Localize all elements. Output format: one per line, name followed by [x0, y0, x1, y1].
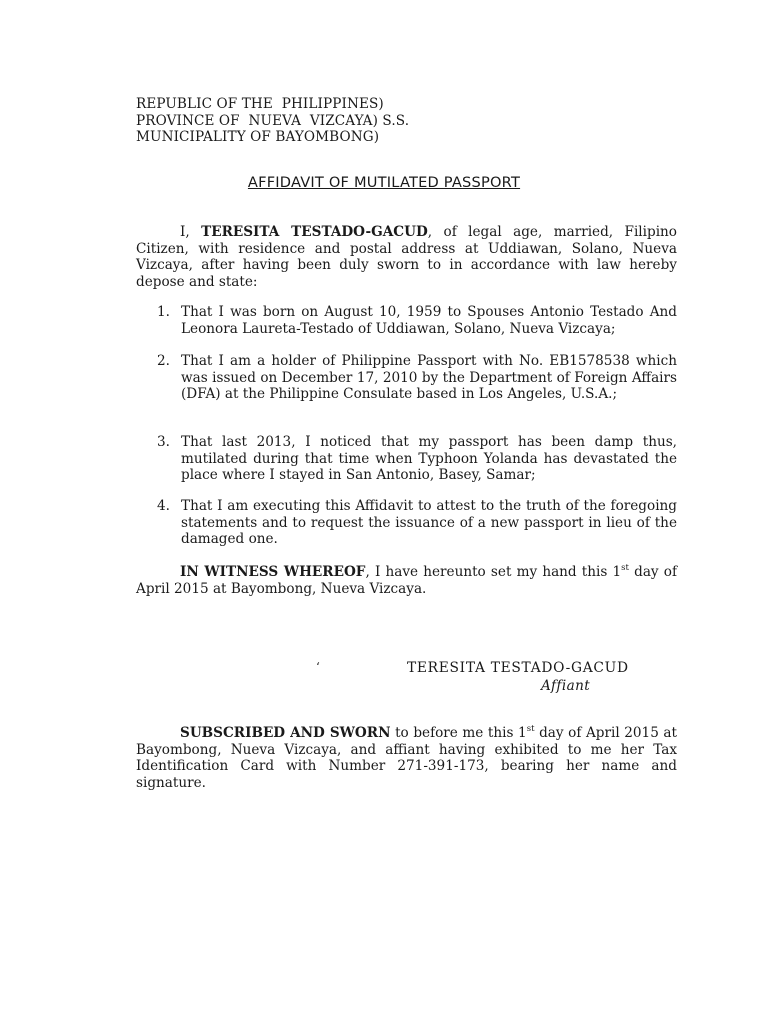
venue-block	[136, 96, 409, 146]
subscribed-text-1: to before me this 1	[390, 725, 527, 741]
intro-prefix: I,	[180, 224, 202, 240]
venue-line-republic: REPUBLIC OF THE PHILIPPINES)	[136, 96, 384, 112]
list-item-text: That I am a holder of Philippine Passport with No. EB1578538 which was issued on December 17, 2010 by the Department of Foreign Affairs (DFA) at the Philippine Consulate based in Los Angeles, U.S.A.;	[181, 353, 677, 403]
affiant-name-intro: TERESITA TESTADO-GACUD	[201, 224, 428, 240]
list-item	[136, 498, 677, 548]
list-item-number: 4.	[157, 498, 170, 514]
list-item	[136, 434, 677, 484]
venue-line-province: PROVINCE OF NUEVA VIZCAYA) S.S.	[136, 112, 410, 129]
subscribed-text-2: day of April 2015 at Bayombong, Nueva Vizcaya, and affiant having exhibited to me her Tax Identification Card with Number 271-391-173, bearing her name and signature.	[136, 725, 678, 791]
document-title: AFFIDAVIT OF MUTILATED PASSPORT	[247, 174, 521, 191]
witness-ordinal: st	[621, 563, 629, 573]
list-item-number: 1.	[157, 304, 170, 320]
witness-paragraph	[136, 564, 677, 597]
list-item-text: That I was born on August 10, 1959 to Spouses Antonio Testado And Leonora Laureta-Testado of Uddiawan, Solano, Nueva Vizcaya;	[181, 304, 677, 337]
witness-text-1: , I have hereunto set my hand this 1	[365, 564, 622, 580]
statement-list	[136, 434, 677, 484]
intro-paragraph	[136, 224, 677, 290]
list-item	[136, 304, 677, 337]
list-item-number: 3.	[157, 434, 170, 450]
statement-list	[136, 353, 677, 403]
list-item-text: That I am executing this Affidavit to attest to the truth of the foregoing statements and to request the issuance of a new passport in lieu of the damaged one.	[181, 498, 677, 548]
intro-text: , of legal age, married, Filipino Citizen, with residence and postal address at Uddiawan, Solano, Nueva Vizcaya, after having been duly sworn to in accordance with law hereby depose and state:	[136, 224, 677, 290]
subscribed-paragraph	[136, 725, 677, 791]
affiant-label: Affiant	[541, 678, 591, 694]
subscribed-ordinal: st	[526, 724, 535, 734]
witness-text-2: day of April 2015 at Bayombong, Nueva Vizcaya.	[136, 564, 677, 597]
list-item	[136, 353, 677, 403]
venue-line-municipality: MUNICIPALITY OF BAYOMBONG)	[136, 129, 380, 145]
list-item-text: That last 2013, I noticed that my passport has been damp thus, mutilated during that time when Typhoon Yolanda has devastated the place where I stayed in San Antonio, Basey, Samar;	[181, 434, 677, 484]
subscribed-bold: SUBSCRIBED AND SWORN	[180, 725, 391, 741]
affiant-signature-name: TERESITA TESTADO-GACUD	[407, 660, 629, 676]
statement-list	[136, 304, 677, 337]
list-item-number: 2.	[157, 353, 170, 369]
witness-bold: IN WITNESS WHEREOF	[180, 564, 366, 580]
signature-mark: ‘	[316, 660, 320, 674]
statement-list	[136, 498, 677, 548]
